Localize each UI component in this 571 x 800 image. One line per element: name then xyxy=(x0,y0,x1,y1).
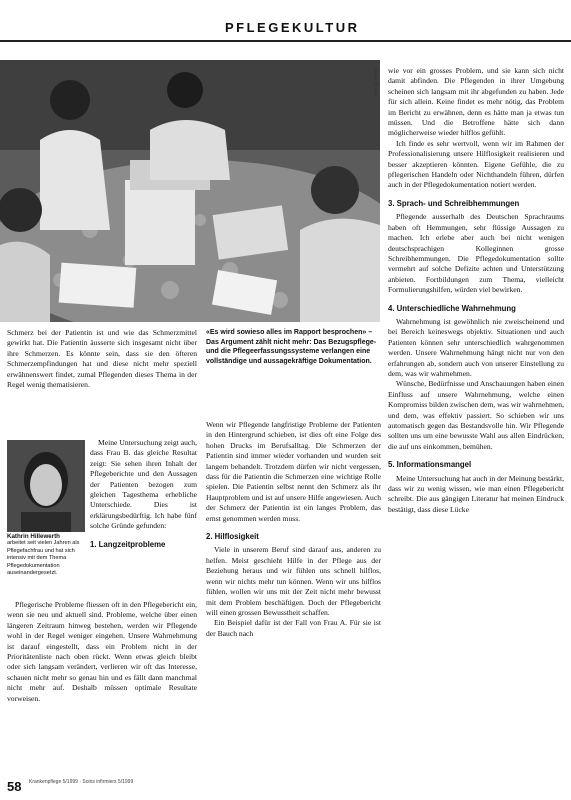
paragraph: Wahrnehmung ist gewöhnlich nie zweischeinend und bei Bereich keineswegs objektiv. Situationen und auch Patienten können sehr unterschiedlich wahrgenommen werden. Unsere Wahrnehmung hängt nicht nur von den erfahrungen ab, sondern auch von unserer Einstellung zu dem, was wir wahrnehmen. xyxy=(388,316,564,378)
paragraph: Schmerz bei der Patientin ist und wie das Schmerzmittel gewirkt hat. Die Patientin äusserte sich insgesamt nicht über ihre Schmerzen. Es könnte sein, dass sie den öfteren Schmerzempfindungen hat und diese nicht mehr speziell erwähnenswert findet, zumal Pflegenden dieses Thema in der Regel wenig thematisieren. xyxy=(7,328,197,390)
paragraph: Meine Untersuchung zeigt auch, dass Frau B. das gleiche Resultat zeigt: Sie sehen ihren Inhalt der Pflegeberichte und den Aussagen der Patienten bezogen zum gleichen Tagesthema erhebliche Unterschiede. Dies ist erklärungsbedürftig. Ich habe fünf solche Gründe gefunden: xyxy=(90,438,197,531)
column-3 xyxy=(388,66,564,515)
author-description: arbeitet seit vielen Jahren als Pflegefachfrau und hat sich intensiv mit dem Thema Pflegedokumentation auseinandergesetzt. xyxy=(7,540,80,577)
column-1-side xyxy=(90,438,197,553)
portrait-image xyxy=(7,440,85,532)
section-title: PFLEGEKULTUR xyxy=(225,20,360,35)
header-rule xyxy=(0,40,571,42)
page-number: 58 xyxy=(7,779,22,794)
paragraph: Ich finde es sehr wertvoll, wenn wir im Rahmen der Professionalisierung unsere Hilflosigkeit realisieren und besser akzeptieren könnten. Eigene Gefühle, die zu pflegerischen Handeln oder Nichthandeln führen, dürfen auch in der Pflegedokumentation notiert werden. xyxy=(388,138,564,190)
page-footer xyxy=(7,778,134,796)
paragraph: Ein Beispiel dafür ist der Fall von Frau A. Für sie ist der Bauch nach xyxy=(206,618,381,638)
subheading-2: 2. Hilflosigkeit xyxy=(206,532,259,542)
column-2 xyxy=(206,420,381,639)
column-1-bottom xyxy=(7,600,197,704)
subheading-1: 1. Langzeitprobleme xyxy=(90,539,166,549)
portrait-caption xyxy=(7,533,85,577)
photo-caption: «Es wird sowieso alles im Rapport besprochen» – Das Argument zählt nicht mehr: Das Bezugspflege- und die Pflegeerfassungssysteme verlangen eine vollständige und aussagekräftige Dokumentation. xyxy=(206,329,377,365)
paragraph: Wenn wir Pflegende langfristige Probleme der Patienten in den Hintergrund schieben, ist dies oft eine Folge des hohen Drucks im Berufsalltag. Die Schmerzen der Patientin sind immer wieder vorhanden und wurden seit langem behandelt. Trotzdem dürfen wir nicht vergessen, dass für die Patientin die Schmerzen eine wichtige Rolle spielen. Die Patientin selbst nennt den Schmerz als ihr Hauptproblem und ist auf unsere Hilfe angewiesen. Auch der Schmerz der Patientin ist ein langes Problem, das ernst genommen werden muss. xyxy=(206,420,381,523)
subheading-5: 5. Informationsmangel xyxy=(388,460,472,470)
footer-meta: Krankenpflege 5/1999 · Soins infirmiers 5/1999 xyxy=(29,779,134,785)
paragraph: Viele in unserem Beruf sind darauf aus, anderen zu helfen. Meist geschieht Hilfe in der Pflege aus der Beziehung heraus und wir fühlen uns schnell hilflos, wenn wir nichts mehr tun können. Wenn wir uns hilflos fühlen, wollen wir uns mit der Zeit nicht mehr bewusst mit dem Problem beschäftigen. Doch der Pflegebericht will einen grossen Bewusstheit schaffen. xyxy=(206,545,381,617)
paragraph: wie vor ein grosses Problem, und sie kann sich nicht damit abfinden. Die Pflegenden in ihrer Umgebung scheinen sich langsam mit ihr abgefunden zu haben. Jede für sich allein. Keine findet es mehr nötig, das Problem im Bericht zu erwähnen, denn es hätte man ja etwas tun müssen. Und die Betroffene hätte sich dann möglicherweise wieder hilflos gefühlt. xyxy=(388,66,564,138)
paragraph: Meine Untersuchung hat auch in der Meinung bestärkt, dass wir zu wenig wissen, wie man einen Pflegebericht schreibt. Die aus gängigen Literatur hat meinen Eindruck bestätigt, dass diese Lücke xyxy=(388,473,564,514)
photo-credit: Foto: Privat xyxy=(372,70,378,96)
subheading-3: 3. Sprach- und Schreibhemmungen xyxy=(388,198,520,208)
paragraph: Wünsche, Bedürfnisse und Anschauungen haben einen Einfluss auf unsere Wahrnehmung, welche einen Kompromiss bilden zwischen dem, was wir wahrnehmen, und dem, was effektiv passiert. So schieben wir uns automatisch gegen das Bestandsvolle hin. Wir Pflegende sollten uns um eine bewusste Wahl aus allen Eindrücken, die auf uns einkommen, bemühen. xyxy=(388,379,564,451)
main-photo xyxy=(0,60,380,322)
paragraph: Pflegerische Probleme fliessen oft in den Pflegebericht ein, wenn sie neu und aktuell sind. Probleme, welche über einen längeren Zeitraum hinweg bestehen, werden wir Pflegende wohl in der Regel weniger eingehen. Unsere Wahrnehmung ist darauf eingestellt, dass ein Problem nicht in der Prioritätenliste nach oben rückt. Wenn etwas gleich bleibt oder sich langsam verändert, verlieren wir oft das Interesse, schauen nicht mehr so genau hin und es fällt dann manchmal nicht mehr auf. Deshalb müssen optimale Resultate vorweisen. xyxy=(7,600,197,703)
paragraph: Pflegende ausserhalb des Deutschen Sprachraums haben oft Hemmungen, sehr flüssige Aussagen zu machen. Ich erlebe aber auch bei nicht wenigen deutschsprachigen Kolleginnen grosse Schreibhemmungen. Die Pflegedokumentation sollte vermehrt auf solche Defizite achten und Unterstützung anbieten. Fortbildungen zum Thema, vielleicht Formulierungshilfen, würden viel bewirken. xyxy=(388,212,564,295)
column-1-top xyxy=(7,328,197,390)
author-portrait xyxy=(7,440,85,532)
author-name: Kathrin Hillewerth xyxy=(7,533,60,540)
photo-illustration xyxy=(0,60,380,322)
page-header xyxy=(0,0,571,44)
subheading-4: 4. Unterschiedliche Wahrnehmung xyxy=(388,303,516,313)
